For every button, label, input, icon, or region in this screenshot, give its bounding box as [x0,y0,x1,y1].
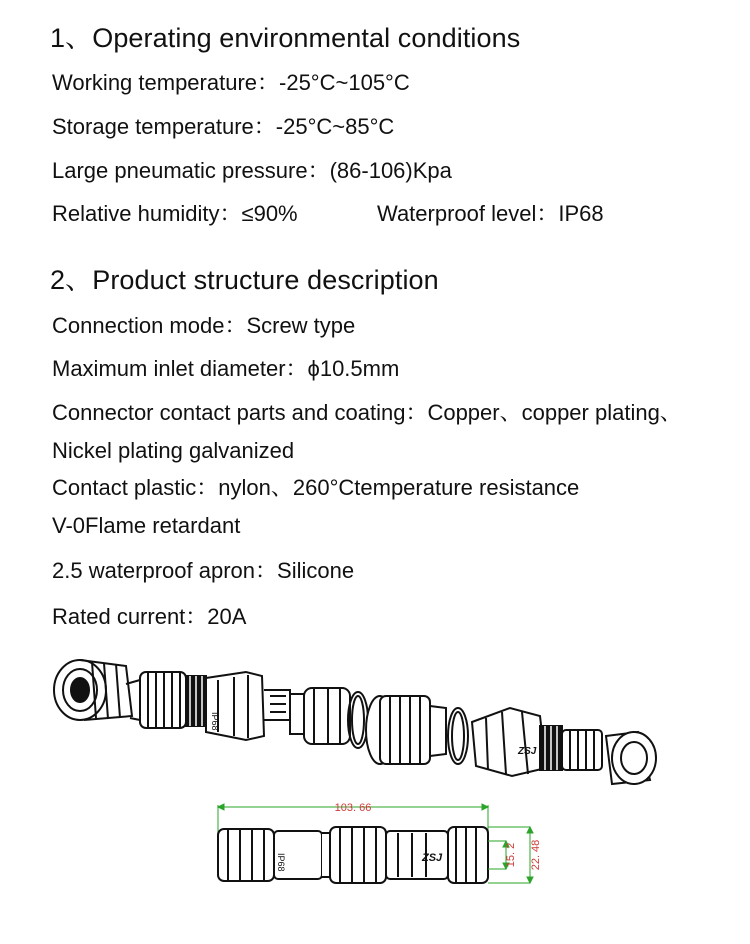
inlet-diameter: Maximum inlet diameter：ϕ10.5mm [52,356,400,381]
dimension-drawing [200,795,550,900]
body-right [472,708,546,776]
center-coupling [366,696,446,764]
dim-outer-label: 22. 48 [530,839,542,871]
brand-mark-right: ZSJ [518,746,537,757]
rated-current: Rated current：20A [52,604,247,629]
section2-title: 2、Product structure description [50,265,439,295]
cap-nut-right [606,732,656,784]
dim-brand-mark: ZSJ [422,852,443,864]
contact-parts-line1: Connector contact parts and coating：Copper、copper plating、 [52,400,682,425]
pneumatic-pressure: Large pneumatic pressure：(86-106)Kpa [52,158,452,183]
dim-inner-label: 15. 2 [505,842,517,868]
section1-title: 1、Operating environmental conditions [50,23,521,53]
connection-mode: Connection mode：Screw type [52,313,356,338]
contact-parts-line2: Nickel plating galvanized [52,438,295,463]
dim-length-label: 103. 66 [334,802,372,814]
collet [140,672,186,728]
working-temperature: Working temperature：-25°C~105°C [52,70,410,95]
storage-temperature: Storage temperature：-25°C~85°C [52,114,395,139]
body-marking-left: IP68 [210,712,220,731]
body-left [206,672,264,740]
socket-insert [290,688,350,744]
waterproof-apron: 2.5 waterproof apron：Silicone [52,558,355,583]
contact-plastic-line1: Contact plastic：nylon、260°Ctemperature resistance [52,475,580,500]
cap-nut-left [54,660,132,720]
dim-body-marking: IP68 [276,853,286,872]
waterproof-level: Waterproof level：IP68 [377,201,604,226]
exploded-connector-illustration [40,650,670,800]
relative-humidity: Relative humidity：≤90% [52,201,298,226]
contact-plastic-line2: V-0Flame retardant [52,513,241,538]
